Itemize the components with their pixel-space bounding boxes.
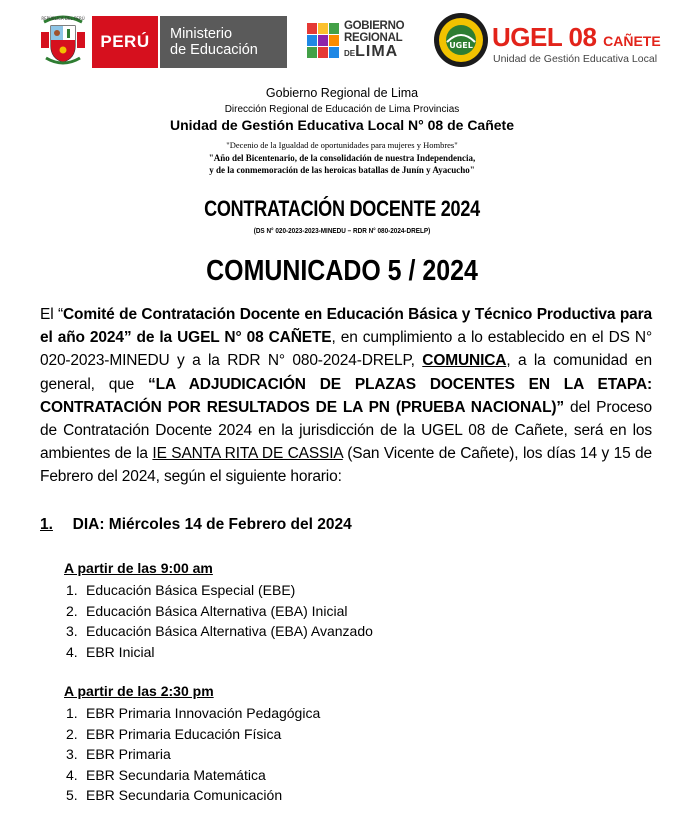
para-text: (San Vicente de Cañete), los días 14 y 15 de Febrero del 2024, según el siguiente horario: [40,445,652,486]
gr-prefix: DE [344,49,356,58]
ugel-unit-line: Unidad de Gestión Educativa Local N° 08 de Cañete [169,117,515,133]
list-item: 5. EBR Secundaria Comunicación [66,787,283,804]
list-item: 4. EBR Secundaria Matemática [66,766,266,783]
gobierno-regional-lima-logo [305,18,410,64]
ugel-08-logo [433,12,663,70]
list-item: 1. Educación Básica Especial (EBE) [66,582,296,598]
minedu-logo [92,16,287,68]
comunica-keyword: COMUNICA [422,352,507,370]
minedu-line1: Ministerio [170,26,233,42]
direccion-regional-line: Dirección Regional de Educación de Lima Provincias [224,104,460,115]
list-item: 2. EBR Primaria Educación Física [66,725,282,742]
para-text: del Proceso de Contratación Docente 2024 en la jurisdicción de la UGEL 08 de Cañete, será en los ambientes de la [40,398,652,463]
list-item: 2. Educación Básica Alternativa (EBA) Inicial [66,602,348,619]
day-label: DIA: Miércoles 14 de Febrero del 2024 [72,516,352,533]
para-text: , en cumplimiento a lo establecido en el DS N° 020-2023-MINEDU y a la RDR N° 080-2024-DRELP, [40,329,653,370]
afternoon-list [66,703,320,806]
legal-reference: (DS N° 020-2023-2023-MINEDU – RDR N° 080-2024-DRELP) [253,226,431,235]
decenio-line: "Decenio de la Igualdad de oportunidades para mujeres y Hombres" [226,140,458,150]
gr-cube-icon [305,21,341,61]
venue-name: IE SANTA RITA DE CASSIA [152,445,343,463]
gr-line3: LIMA [355,43,399,60]
time-block-afternoon: A partir de las 2:30 pm [64,683,214,699]
list-item: 4. EBR Inicial [66,643,155,660]
peru-coat-of-arms-logo [38,14,88,66]
gr-line1: GOBIERNO [344,20,405,32]
svg-text:REPÚBLICA DEL PERÚ: REPÚBLICA DEL PERÚ [41,16,85,21]
ugel-name: UGEL 08 [492,22,597,52]
peru-label: PERÚ [92,16,158,68]
adjudicacion-statement: “LA ADJUDICACIÓN DE PLAZAS DOCENTES EN LA ETAPA: CONTRATACIÓN POR RESULTADOS DE LA PN (PRUEBA NACIONAL)” [40,375,652,416]
time-block-morning: A partir de las 9:00 am [64,560,213,576]
para-text: El “ [40,306,63,323]
ugel-city: CAÑETE [603,33,661,49]
list-item: 3. EBR Primaria [66,746,171,763]
announcement-paragraph [40,303,652,489]
list-item: 3. Educación Básica Alternativa (EBA) Avanzado [66,623,373,640]
ano-line-2: y de la conmemoración de las heroicas batallas de Junín y Ayacucho" [209,165,475,175]
minedu-line2: de Educación [170,42,258,58]
ugel-seal-icon [433,12,489,68]
list-item: 1. EBR Primaria Innovación Pedagógica [66,705,321,721]
comunicado-heading: COMUNICADO 5 / 2024 [206,255,478,287]
para-text: , a la comunidad en general, que [40,352,652,393]
committee-name: Comité de Contratación Docente en Educación Básica y Técnico Productiva para el año 2024” de la UGEL N° 08 CAÑETE [40,306,652,347]
morning-list [66,580,373,662]
document-title: CONTRATACIÓN DOCENTE 2024 [204,196,480,221]
day-number: 1. [40,516,53,533]
svg-text:UGEL: UGEL [449,41,473,50]
schedule-day-heading [40,516,352,534]
gr-line2: REGIONAL [344,32,403,44]
ugel-subtitle: Unidad de Gestión Educativa Local [493,53,658,65]
gobierno-regional-line: Gobierno Regional de Lima [265,86,419,100]
ano-line-1: "Año del Bicentenario, de la consolidación de nuestra Independencia, [208,153,476,163]
